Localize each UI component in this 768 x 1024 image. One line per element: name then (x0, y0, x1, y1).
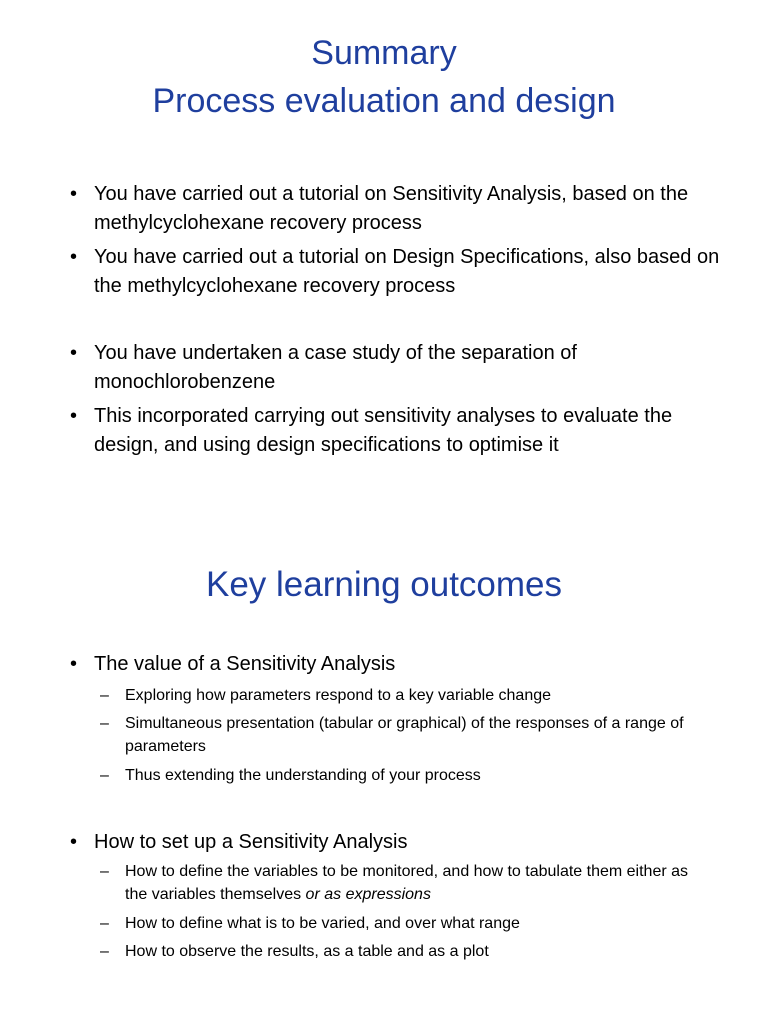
outcomes-title: Key learning outcomes (205, 565, 563, 604)
bullet-icon: • (70, 653, 78, 675)
process-title: Process evaluation and design (152, 82, 616, 120)
outcome-item (100, 860, 710, 906)
summary-bullet-4 (70, 402, 730, 460)
outcome-item (100, 712, 710, 758)
dash-icon: – (100, 943, 109, 960)
outcome-item (100, 912, 710, 935)
outcome-heading-1 (70, 650, 730, 679)
outcome-item-text: How to observe the results, as a table and as a plot (125, 943, 489, 960)
summary-bullet-text: You have undertaken a case study of the separation of monochlorobenzene (94, 342, 577, 393)
outcome-item-text: How to define the variables to be monitored, and how to tabulate them either as the variables themselves (125, 863, 689, 903)
summary-title: Summary (311, 34, 457, 72)
outcome-heading-2 (70, 828, 730, 857)
outcome-item-text: Exploring how parameters respond to a key variable change (125, 687, 552, 704)
dash-icon: – (100, 863, 109, 880)
dash-icon: – (100, 915, 109, 932)
summary-bullet-text: You have carried out a tutorial on Design Specifications, also based on the methylcyclohexane recovery process (94, 246, 720, 297)
outcome-item-text: Simultaneous presentation (tabular or graphical) of the responses of a range of parameters (125, 715, 684, 755)
bullet-icon: • (70, 342, 78, 364)
bullet-icon: • (70, 183, 78, 205)
outcome-heading-text: How to set up a Sensitivity Analysis (94, 831, 408, 853)
summary-bullet-text: You have carried out a tutorial on Sensitivity Analysis, based on the methylcyclohexane recovery process (94, 183, 689, 234)
outcome-item-text: Thus extending the understanding of your process (125, 767, 481, 784)
outcome-item-emphasis: or as expressions (305, 886, 431, 903)
outcome-item (100, 764, 710, 787)
outcome-item (100, 940, 710, 963)
summary-bullet-3 (70, 339, 730, 397)
summary-bullet-2 (70, 243, 730, 301)
outcome-heading-text: The value of a Sensitivity Analysis (94, 653, 396, 675)
dash-icon: – (100, 715, 109, 732)
outcome-item (100, 684, 710, 707)
dash-icon: – (100, 767, 109, 784)
bullet-icon: • (70, 831, 78, 853)
summary-bullet-1 (70, 180, 730, 238)
bullet-icon: • (70, 405, 78, 427)
summary-bullet-text: This incorporated carrying out sensitivity analyses to evaluate the design, and using design specifications to optimise it (94, 405, 673, 456)
bullet-icon: • (70, 246, 78, 268)
dash-icon: – (100, 687, 109, 704)
outcome-item-text: How to define what is to be varied, and over what range (125, 915, 520, 932)
